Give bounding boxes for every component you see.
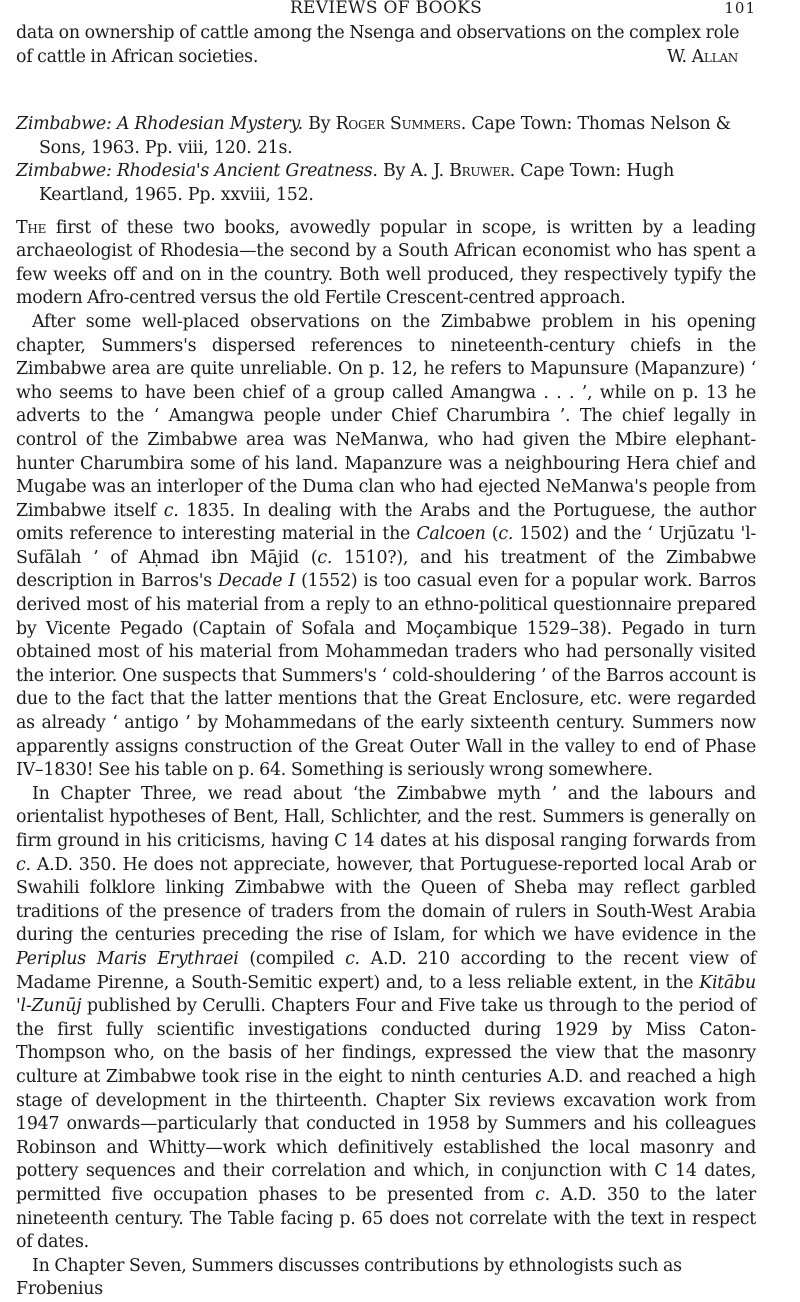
text-run: 1835. In dealing with the Arabs and the Portuguese, the author omits reference to interesting material in the: [16, 500, 756, 545]
text-run: A.D. 350 to the later nineteenth century. The Table facing p. 65 does not correlate with the text in respect of dates.: [16, 1184, 757, 1253]
italic-text-run: c.: [163, 500, 179, 521]
italic-text-run: Periplus Maris Erythraei: [16, 948, 239, 969]
text-run: After some well-placed observations on the Zimbabwe problem in his opening chapter, Summers's dispersed references to nineteenth-century chiefs in the Zimbabwe area are quite unreliable. On p. 12, he refers to Mapunsure (Mapanzure) ‘ who seems to have been chief of a group called Amangwa . . . ’, while on p. 13 he adverts to the ‘ Amangwa people under Chief Charumbira ’. The chief legally in control of the Zimbabwe area was NeManwa, who had given the Mbire elephant-hunter Charumbira some of his land. Mapanzure was a neighbouring Hera chief and Mugabe was an interloper of the Duma clan who had ejected NeManwa's people from Zimbabwe itself: [16, 311, 756, 521]
review-paragraph: [16, 217, 756, 311]
review-body: [16, 217, 756, 1302]
book-author: Roger Summers.: [335, 114, 467, 135]
book-by: By: [382, 161, 406, 182]
review-heading-bibliography: [16, 113, 756, 207]
book-publication: Cape Town: Thomas Nelson & Sons, 1963. Pp. viii, 120. 21s.: [39, 114, 731, 158]
book-entry-2: [16, 160, 756, 207]
review-paragraph: [16, 783, 756, 1255]
previous-review-text: data on ownership of cattle among the Nsenga and observations on the complex role of cattle in African societies.: [16, 23, 740, 67]
book-page: [16, 0, 756, 1302]
italic-text-run: c.: [345, 948, 360, 969]
text-run: A.D. 210 according to the recent view of Madame Pirenne, a South-Semitic expert) and, to a less reliable extent, in the: [16, 948, 756, 993]
book-title: Zimbabwe: A Rhodesian Mystery.: [16, 114, 303, 135]
italic-text-run: c.: [317, 547, 333, 568]
running-head-title: REVIEWS OF BOOKS: [289, 0, 483, 18]
italic-text-run: c.: [498, 524, 514, 545]
book-author: A. J. Bruwer.: [410, 161, 515, 182]
text-run: published by Cerulli. Chapters Four and Five take us through to the period of the first fully scientific investigations conducted during 1929 by Miss Caton-Thompson who, on the basis of her findings, expressed the view that the masonry culture at Zimbabwe took rise in the eight to ninth centuries A.D. and reached a high stage of development in the thirteenth. Chapter Six reviews excavation work from 1947 onwards—particularly that conducted in 1958 by Summers and his colleagues Robinson and Whitty—work which definitively established the local masonry and pottery sequences and their correlation and which, in conjunction with C 14 dates, permitted five occupation phases to be presented from: [16, 996, 756, 1205]
italic-text-run: Kitābu 'l-Zunūj: [16, 972, 756, 1017]
text-run: first of these two books, avowedly popular in scope, is written by a leading archaeologist of Rhodesia—the second by a South African economist who has spent a few weeks off and on in the country. Both well produced, they respectively typify the modern Afro-centred versus the old Fertile Crescent-centred approach.: [16, 217, 756, 309]
running-head: [16, 0, 756, 22]
review-paragraph: [16, 311, 756, 783]
text-run: (: [485, 524, 499, 545]
text-run: In Chapter Three, we read about ‘the Zimbabwe myth ’ and the labours and orientalist hypotheses of Bent, Hall, Schlichter, and the rest. Summers is generally on firm ground in his criticisms, having C 14 dates at his disposal ranging forwards from: [16, 783, 756, 851]
italic-text-run: c.: [535, 1184, 550, 1205]
book-by: By: [308, 114, 331, 135]
text-run: In Chapter Seven, Summers discusses contributions by ethnologists such as Frobenius: [16, 1255, 682, 1300]
italic-text-run: c.: [16, 854, 31, 875]
text-run: (compiled: [238, 948, 346, 969]
book-title: Zimbabwe: Rhodesia's Ancient Greatness.: [16, 161, 378, 182]
italic-text-run: Calcoen: [416, 524, 486, 545]
book-publication: Cape Town: Hugh Keartland, 1965. Pp. xxviii, 152.: [39, 161, 675, 205]
review-paragraph: [16, 1255, 756, 1302]
page-number: 101: [724, 0, 756, 17]
previous-review-ending: [16, 22, 756, 69]
text-run: 1502) and the ‘ Urjūzatu 'l-Sufālah ’ of Aḥmad ibn Mājid (: [16, 524, 757, 568]
italic-text-run: Decade I: [218, 571, 296, 592]
reviewer-signature: W. Allan: [666, 46, 738, 67]
paragraph-lead-smallcaps: The: [16, 217, 47, 238]
text-run: A.D. 350. He does not appreciate, however, that Portuguese-reported local Arab or Swahili folklore linking Zimbabwe with the Queen of Sheba may reflect garbled traditions of the presence of traders from the domain of rulers in South-West Arabia during the centuries preceding the rise of Islam, for which we have evidence in the: [16, 854, 756, 946]
book-entry-1: [16, 113, 756, 160]
text-run: (1552) is too casual even for a popular work. Barros derived most of his material from a reply to an ethno-political questionnaire prepared by Vicente Pegado (Captain of Sofala and Moçambique 1529–38). Pegado in turn obtained most of his material from Mohammedan traders who had personally visited the interior. One suspects that Summers's ‘ cold-shouldering ’ of the Barros account is due to the fact that the latter mentions that the Great Enclosure, etc. were regarded as already ‘ antigo ’ by Mohammedans of the early sixteenth century. Summers now apparently assigns construction of the Great Outer Wall in the valley to end of Phase IV–1830! See his table on p. 64. Something is seriously wrong somewhere.: [16, 571, 756, 781]
text-run: 1510?), and his treatment of the Zimbabwe description in Barros's: [16, 547, 757, 592]
